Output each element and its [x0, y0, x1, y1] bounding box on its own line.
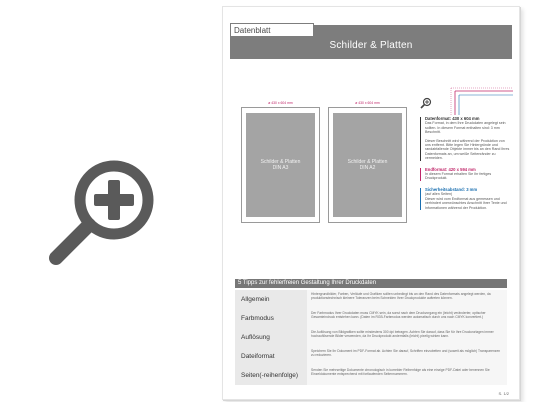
plate-label-line1: Schilder & Platten	[347, 159, 388, 165]
safety-margin-block	[420, 188, 510, 210]
plate-label-line2: DIN A2	[359, 165, 376, 171]
tip-text: Speichern Sie Ihr Dokument im PDF-Format ab. Achten Sie darauf, Schriften einzubetten und (soweit als möglich) Transparenzen zu reduzieren.	[307, 347, 507, 366]
tip-key: Allgemein	[235, 290, 307, 309]
plate-dimension: ø 430 x 604 mm	[268, 101, 293, 105]
plate-a2	[328, 101, 407, 223]
tips-title: 5 Tipps zur fehlerfreien Gestaltung Ihrer Druckdaten	[235, 279, 507, 288]
data-format-heading: Datenformat: 430 x 604 mm	[425, 116, 480, 121]
plate-label-line1: Schilder & Platten	[260, 159, 301, 165]
data-format-block	[420, 117, 510, 161]
page-title: Schilder & Platten	[329, 40, 413, 51]
plate-area	[246, 113, 315, 217]
plate-a3	[241, 101, 320, 223]
bleed-corner-detail	[443, 85, 513, 115]
tip-text: Hintergrundbilder, Farben, Verläufe und Grafiken sollten unbedingt bis an den Rand des Datenformats angelegt werden, da produktionstechnisch kleinere Toleranzen beim Schneiden Ihrer Druckprodukte auftreten können.	[307, 290, 507, 309]
datasheet-tag: Datenblatt	[230, 23, 314, 37]
page-number: S. 1/2	[498, 391, 509, 396]
plate-label	[333, 159, 402, 171]
tip-text: Die Auflösung von Bildgrafiken sollte mindestens 300 dpi betragen. Achten Sie darauf, dass Sie für Ihre Druckvorlagen immer hochauflösende Bilder verwenden, da Ihr Druckprodukt andernfalls (leicht) pixelig wirken kann.	[307, 328, 507, 347]
tip-key: Dateiformat	[235, 347, 307, 366]
format-info	[420, 117, 510, 217]
plate-dimension: ø 430 x 604 mm	[355, 101, 380, 105]
tip-text: Der Farbmodus Ihrer Druckdaten muss CMYK sein, da sonst nach dem Druckvorgang ein (leicht) veränderter, optischer Gesamteindruck entstehen kann. (Daten im RGB-Farbmodus werden automatisch durch uns nach CMYK konvertiert.)	[307, 309, 507, 328]
tip-row	[235, 347, 507, 366]
end-format-block	[420, 168, 510, 181]
safety-margin-heading: Sicherheitsabstand: 3 mm	[425, 186, 478, 192]
safety-margin-text: Dieser wird vom Endformat aus gemessen und verhindert unerwünschtes Anschnitt Ihrer Texte und Informationen während der Produktion.	[425, 196, 507, 210]
tip-row	[235, 309, 507, 328]
page-header	[230, 25, 512, 59]
tip-text: Senden Sie mehrseitige Dokumente chronologisch in korrekter Reihenfolge als eine einzige PDF-Datei oder benennen Sie Einzeldokumente entsprechend mit fortlaufenden Seitennummern.	[307, 366, 507, 385]
data-format-text: Das Format, in dem Ihre Druckdaten angelegt sein sollten. In diesem Format enthalten sind: 3 mm Beschnitt.	[425, 121, 506, 135]
tip-row	[235, 290, 507, 309]
datasheet-page	[222, 6, 520, 400]
end-format-heading: Endformat: 420 x 594 mm	[425, 166, 476, 172]
end-format-text: In diesem Format erhalten Sie Ihr fertiges Druckprodukt.	[425, 172, 492, 181]
detail-zoom-icon[interactable]	[420, 97, 432, 109]
tip-row	[235, 366, 507, 385]
tip-key: Auflösung	[235, 328, 307, 347]
tip-row	[235, 328, 507, 347]
data-format-text2: Dieser Beschnitt wird während der Produktion von uns entfernt. Bitte legen Sie Hintergründe und randabfallende Objekte immer bis an den Rand Ihres Datenformats an, um weiße Seitenränder zu vermeiden.	[425, 138, 510, 161]
plate-area	[333, 113, 402, 217]
plate-label-line2: DIN A3	[272, 165, 289, 171]
tip-key: Farbmodus	[235, 309, 307, 328]
tip-key: Seiten(-reihenfolge)	[235, 366, 307, 385]
tips-table	[235, 290, 507, 385]
plate-label	[246, 159, 315, 171]
zoom-in-icon[interactable]	[46, 150, 164, 268]
safety-margin-sub: (auf allen Seiten)	[425, 192, 453, 197]
